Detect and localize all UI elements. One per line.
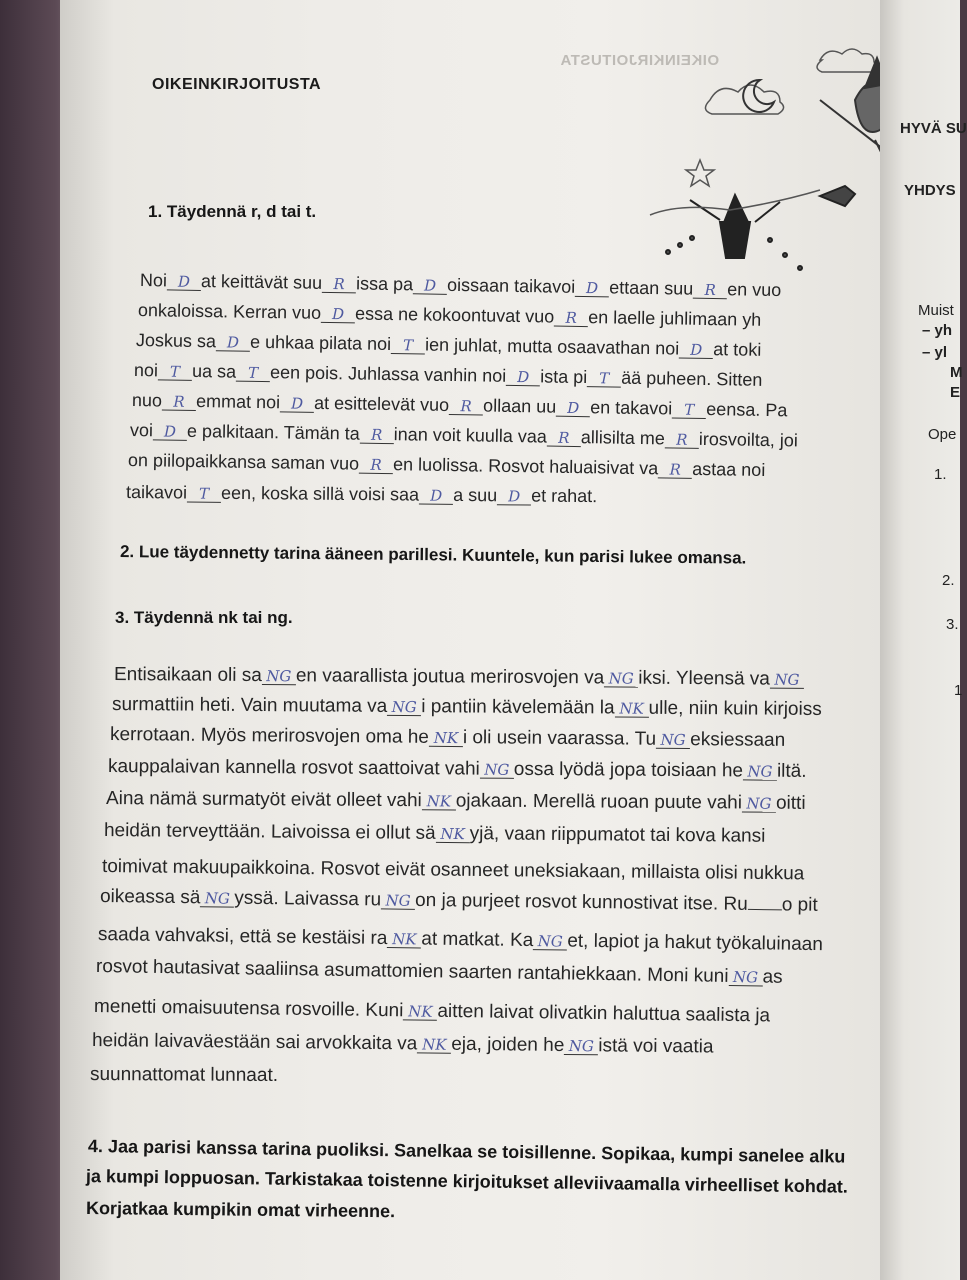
answer-blank[interactable]: NG [381, 892, 415, 909]
text-segment: on ja purjeet rosvot kunnostivat itse. Ru [414, 889, 748, 915]
text-line [132, 390, 788, 421]
facing-text-1: Muist [918, 302, 954, 319]
answer-blank[interactable]: NG [480, 762, 514, 779]
facing-text-4: M [950, 364, 963, 381]
text-segment: at toki [713, 339, 762, 360]
answer-blank[interactable]: D [679, 342, 713, 360]
text-segment: e palkitaan. Tämän ta [186, 420, 360, 444]
task2-title: 2. Lue täydennetty tarina ääneen parillesi. Kuuntele, kun parisi lukee omansa. [119, 542, 747, 568]
text-segment: aitten laivat olivatkin haluttua saalista ja [437, 1000, 771, 1027]
facing-text-2: – yh [922, 322, 953, 339]
wizard-icon [650, 186, 855, 270]
answer-blank[interactable]: NG [742, 795, 776, 812]
moon-icon [743, 80, 774, 112]
answer-blank[interactable]: R [658, 461, 692, 479]
text-segment: oitti [775, 792, 806, 814]
illustration-area [620, 0, 920, 300]
text-line [90, 1064, 278, 1087]
text-line [136, 330, 762, 361]
text-segment: en laelle juhlimaan yh [588, 307, 762, 330]
task4-line: Korjatkaa kumpikin omat virheenne. [85, 1198, 396, 1222]
text-segment: een, koska sillä voisi saa [220, 482, 420, 505]
text-line [106, 788, 806, 815]
facing-text-9: 3. [946, 616, 959, 633]
text-segment: oissaan taikavoi [446, 274, 576, 297]
text-segment: iksi. Yleensä va [638, 667, 770, 690]
answer-blank[interactable]: R [322, 276, 356, 294]
text-segment: eja, joiden he [451, 1033, 565, 1056]
answer-blank[interactable]: NK [615, 701, 649, 718]
text-segment: iltä. [776, 760, 807, 782]
text-segment: astaa noi [692, 458, 766, 481]
task4-line: 4. Jaa parisi kanssa tarina puoliksi. Sanelkaa se toisillenne. Sopikaa, kumpi sanelee alku [87, 1136, 846, 1167]
text-segment: inan voit kuulla vaa [393, 424, 548, 447]
text-segment: o pit [781, 894, 818, 916]
task3-title: 3. Täydennä nk tai ng. [115, 608, 293, 627]
text-segment: ista pi [540, 366, 588, 388]
page-title: OIKEINKIRJOITUSTA [152, 76, 322, 93]
text-segment: heidän terveyttään. Laivoissa ei ollut sä [103, 820, 436, 844]
text-segment: en takavoi [590, 397, 673, 419]
text-segment: surmattiin heti. Vain muutama va [111, 694, 388, 717]
text-segment: kerrotaan. Myös merirosvojen oma he [109, 724, 430, 748]
text-segment: istä voi vaatia [598, 1035, 714, 1058]
text-segment: i oli usein vaarassa. Tu [462, 727, 657, 750]
answer-blank[interactable] [748, 909, 782, 910]
text-segment: ossa lyödä jopa toisiaan he [513, 758, 744, 782]
text-segment: et rahat. [531, 485, 598, 507]
text-segment: eensa. Pa [706, 399, 788, 421]
text-segment: at matkat. Ka [421, 928, 534, 952]
text-line [128, 450, 766, 481]
text-segment: essa ne kokoontuvat vuo [354, 303, 555, 327]
text-segment: issa pa [355, 273, 414, 295]
answer-blank[interactable]: R [359, 457, 393, 475]
facing-text-3: – yl [922, 344, 948, 361]
text-segment: e uhkaa pilata noi [249, 331, 392, 355]
text-segment: ulle, niin kuin kirjoiss [648, 697, 822, 720]
text-segment: oikeassa sä [99, 886, 201, 909]
text-line [92, 1030, 714, 1059]
star-icon [686, 160, 714, 186]
facing-text-6: Ope [928, 426, 957, 443]
answer-blank[interactable]: T [587, 370, 621, 388]
text-segment: onkaloissa. Kerran vuo [137, 300, 322, 323]
answer-blank[interactable]: NG [728, 969, 762, 987]
answer-blank[interactable]: NG [564, 1038, 598, 1055]
text-segment: ua sa [191, 360, 237, 382]
answer-blank[interactable]: NK [422, 793, 456, 810]
task1-title: 1. Täydennä r, d tai t. [148, 202, 317, 221]
text-segment: allisilta me [580, 427, 666, 449]
answer-blank[interactable]: D [575, 280, 609, 298]
text-segment: on piilopaikkansa saman vuo [127, 450, 360, 474]
text-line [108, 756, 807, 783]
text-segment: as [762, 966, 783, 988]
answer-blank[interactable]: T [158, 363, 192, 381]
answer-blank[interactable]: NG [387, 699, 421, 716]
text-segment: taikavoi [125, 482, 188, 503]
text-segment: at esittelevät vuo [313, 392, 450, 415]
answer-blank[interactable]: R [554, 310, 588, 328]
cloud-icon [705, 49, 876, 114]
answer-blank[interactable]: NK [429, 730, 463, 747]
text-segment: ää puheen. Sitten [621, 367, 763, 390]
text-line [134, 360, 763, 391]
answer-blank[interactable]: D [413, 277, 447, 295]
answer-blank[interactable]: NG [770, 672, 804, 689]
text-line [104, 820, 766, 848]
textbook-page [60, 0, 963, 1280]
text-segment: en vaarallista joutua merirosvojen va [295, 665, 605, 689]
text-segment: Entisaikaan oli sa [113, 664, 262, 687]
text-segment: yjä, vaan riippumatot tai kova kansi [469, 823, 766, 847]
text-segment: ettaan suu [609, 277, 694, 299]
text-line [98, 924, 823, 956]
answer-blank[interactable]: NK [387, 931, 421, 948]
answer-blank[interactable]: NG [200, 890, 234, 907]
answer-blank[interactable]: R [547, 430, 581, 448]
answer-blank[interactable]: D [556, 400, 590, 418]
text-segment: ollaan uu [482, 395, 557, 417]
answer-blank[interactable]: D [167, 273, 201, 291]
text-segment: menetti omaisuutensa rosvoille. Kuni [93, 996, 404, 1022]
answer-blank[interactable]: NK [403, 1003, 437, 1020]
text-line [126, 482, 597, 507]
facing-text-8: 2. [942, 572, 955, 589]
text-segment: Noi [139, 270, 168, 291]
text-segment: voi [129, 420, 154, 441]
answer-blank[interactable]: D [280, 395, 314, 413]
text-line [94, 996, 770, 1027]
mirrored-heading: OIKEINKIRJOITUSTA [560, 52, 720, 69]
answer-blank[interactable]: R [360, 427, 394, 445]
text-line [130, 420, 798, 451]
facing-heading-2: YHDYS [904, 182, 956, 199]
text-segment: kauppalaivan kannella rosvot saattoivat vahi [107, 756, 480, 780]
answer-blank[interactable]: D [153, 423, 187, 441]
answer-blank[interactable]: NG [656, 732, 690, 749]
text-segment: Joskus sa [135, 330, 217, 352]
text-line [100, 886, 818, 917]
answer-blank[interactable]: D [321, 306, 355, 324]
text-segment: emmat noi [195, 391, 281, 413]
answer-blank[interactable]: D [419, 488, 453, 505]
answer-blank[interactable]: R [449, 398, 483, 416]
text-line [110, 724, 785, 752]
answer-blank[interactable]: NG [743, 763, 777, 780]
answer-blank[interactable]: R [693, 282, 727, 300]
text-segment: at keittävät suu [200, 270, 323, 293]
text-segment: suunnattomat lunnaat. [89, 1064, 279, 1086]
facing-text-10: 1 [954, 682, 963, 699]
answer-blank[interactable]: R [162, 393, 196, 411]
text-segment: heidän laivaväestään sai arvokkaita va [91, 1030, 418, 1055]
text-line [96, 956, 783, 989]
facing-page [880, 0, 967, 1280]
text-segment: noi [133, 360, 159, 381]
text-segment: a suu [453, 484, 498, 506]
answer-blank[interactable]: R [665, 431, 699, 449]
answer-blank[interactable]: D [497, 488, 531, 505]
answer-blank[interactable]: T [236, 365, 270, 383]
text-segment: toimivat makuupaikkoina. Rosvot eivät osanneet uneksiakaan, millaista olisi nukkua [101, 856, 805, 885]
text-segment: irosvoilta, joi [698, 428, 799, 451]
text-segment: nuo [131, 390, 163, 411]
answer-blank[interactable]: NG [262, 668, 296, 685]
answer-blank[interactable]: NK [436, 826, 470, 843]
text-segment: rosvot hautasivat saaliinsa asumattomien saarten rantahiekkaan. Moni kuni [95, 956, 729, 987]
text-segment: en vuo [727, 279, 782, 301]
answer-blank[interactable]: T [187, 486, 221, 503]
answer-blank[interactable]: NK [417, 1036, 451, 1053]
facing-heading-1: HYVÄ SU [900, 120, 967, 137]
answer-blank[interactable]: NG [533, 933, 567, 950]
text-segment: en luolissa. Rosvot haluaisivat va [392, 454, 659, 479]
text-segment: i pantiin kävelemään la [421, 696, 615, 719]
answer-blank[interactable]: D [216, 334, 250, 352]
answer-blank[interactable]: D [506, 369, 540, 387]
text-line [112, 694, 822, 721]
text-line [102, 856, 805, 885]
text-segment: Aina nämä surmatyöt eivät olleet vahi [105, 788, 422, 812]
facing-text-7: 1. [934, 466, 947, 483]
text-segment: een pois. Juhlassa vanhin noi [269, 362, 507, 386]
answer-blank[interactable]: NG [604, 670, 638, 687]
text-segment: eksiessaan [690, 729, 786, 751]
task4-line: ja kumpi loppuosan. Tarkistakaa toistenne kirjoitukset alleviivaamalla virheelliset kohdat. [85, 1166, 849, 1197]
facing-text-5: E [950, 384, 961, 401]
text-segment: ien juhlat, mutta osaavathan noi [424, 334, 680, 359]
text-segment: yssä. Laivassa ru [234, 887, 382, 911]
answer-blank[interactable]: T [391, 337, 425, 355]
text-line [138, 300, 762, 331]
text-segment: saada vahvaksi, että se kestäisi ra [97, 924, 388, 950]
text-line [114, 664, 804, 691]
text-segment: ojakaan. Merellä ruoan puute vahi [455, 790, 743, 814]
text-segment: et, lapiot ja hakut työkaluinaan [567, 930, 824, 956]
answer-blank[interactable]: T [672, 401, 706, 419]
